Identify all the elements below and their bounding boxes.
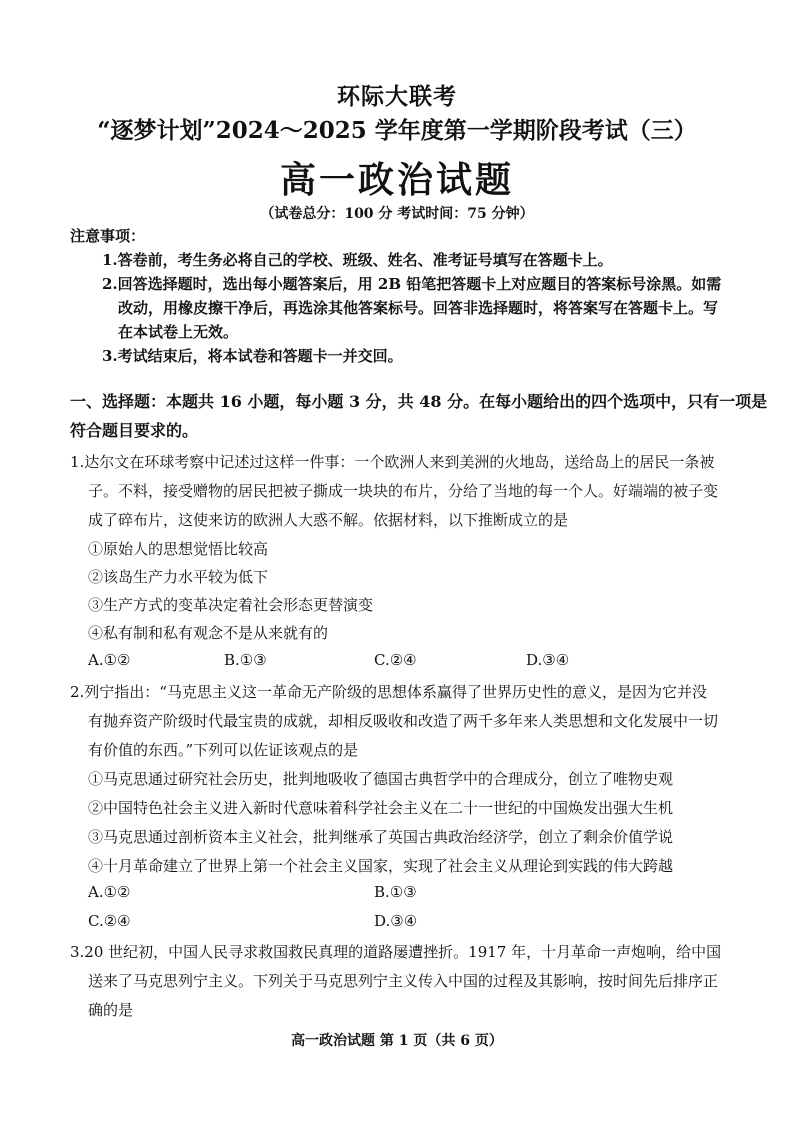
notice-item: 改动，用橡皮擦干净后，再选涂其他答案标号。回答非选择题时，将答案写在答题卡上。写 xyxy=(118,299,719,317)
question-3-text: 送来了马克思列宁主义。下列关于马克思列宁主义传入中国的过程及其影响，按时间先后排序正 xyxy=(88,972,719,990)
question-1-text: 成了碎布片，这使来访的欧洲人大惑不解。依据材料，以下推断成立的是 xyxy=(88,511,569,529)
notice-item: 2.回答选择题时，选出每小题答案后，用 2B 铅笔把答题卡上对应题目的答案标号涂黑。如需 xyxy=(102,275,722,293)
exam-session-title: “逐梦计划”2024～2025 学年度第一学期阶段考试（三） xyxy=(97,117,697,144)
question-1-item: ①原始人的思想觉悟比较高 xyxy=(88,540,269,558)
notice-item: 1.答卷前，考生务必将自己的学校、班级、姓名、准考证号填写在答题卡上。 xyxy=(102,251,613,269)
question-1-text: 子。不料，接受赠物的居民把被子撕成一块块的布片，分给了当地的每一个人。好端端的被子变 xyxy=(88,482,719,500)
question-2-option-c[interactable]: C.②④ xyxy=(88,912,131,930)
question-3-text: 3.20 世纪初，中国人民寻求救国救民真理的道路屡遭挫折。1917 年，十月革命一声炮响，给中国 xyxy=(70,943,722,961)
notice-item: 在本试卷上无效。 xyxy=(118,323,239,341)
question-2-option-a[interactable]: A.①② xyxy=(88,883,131,901)
page-title: 高一政治试题 xyxy=(279,159,514,201)
question-3-text: 确的是 xyxy=(88,1001,134,1019)
question-1-option-c[interactable]: C.②④ xyxy=(374,651,417,669)
page-footer: 高一政治试题 第 1 页（共 6 页） xyxy=(291,1033,503,1049)
question-2-option-d[interactable]: D.③④ xyxy=(374,912,418,930)
question-1-item: ④私有制和私有观念不是从来就有的 xyxy=(88,624,329,642)
question-1-item: ③生产方式的变革决定着社会形态更替演变 xyxy=(88,596,374,614)
question-2-item: ④十月革命建立了世界上第一个社会主义国家，实现了社会主义从理论到实践的伟大跨越 xyxy=(88,857,674,875)
section-heading: 一、选择题：本题共 16 小题，每小题 3 分，共 48 分。在每小题给出的四个选项中，只有一项是 xyxy=(70,392,768,411)
question-2-item: ③马克思通过剖析资本主义社会，批判继承了英国古典政治经济学，创立了剩余价值学说 xyxy=(88,828,674,846)
exam-meta: （试卷总分：100 分 考试时间：75 分钟） xyxy=(260,206,534,222)
question-2-text: 有价值的东西。”下列可以佐证该观点的是 xyxy=(88,741,359,759)
question-2-item: ①马克思通过研究社会历史，批判地吸收了德国古典哲学中的合理成分，创立了唯物史观 xyxy=(88,770,674,788)
question-2-item: ②中国特色社会主义进入新时代意味着科学社会主义在二十一世纪的中国焕发出强大生机 xyxy=(88,799,674,817)
notice-item: 3.考试结束后，将本试卷和答题卡一并交回。 xyxy=(102,347,403,365)
question-1-item: ②该岛生产力水平较为低下 xyxy=(88,568,269,586)
question-2-text: 2.列宁指出：“马克思主义这一革命无产阶级的思想体系赢得了世界历史性的意义，是因为它并没 xyxy=(70,683,707,701)
section-heading-cont: 符合题目要求的。 xyxy=(70,421,199,440)
question-1-option-a[interactable]: A.①② xyxy=(88,651,131,669)
notice-title: 注意事项： xyxy=(70,227,146,245)
question-1-text: 1.达尔文在环球考察中记述过这样一件事：一个欧洲人来到美洲的火地岛，送给岛上的居民一条被 xyxy=(70,453,715,471)
exam-union-title: 环际大联考 xyxy=(337,83,457,110)
question-2-option-b[interactable]: B.①③ xyxy=(374,883,417,901)
question-2-text: 有抛弃资产阶级时代最宝贵的成就，却相反吸收和改造了两千多年来人类思想和文化发展中一切 xyxy=(88,712,719,730)
question-1-option-d[interactable]: D.③④ xyxy=(526,651,570,669)
question-1-option-b[interactable]: B.①③ xyxy=(224,651,267,669)
